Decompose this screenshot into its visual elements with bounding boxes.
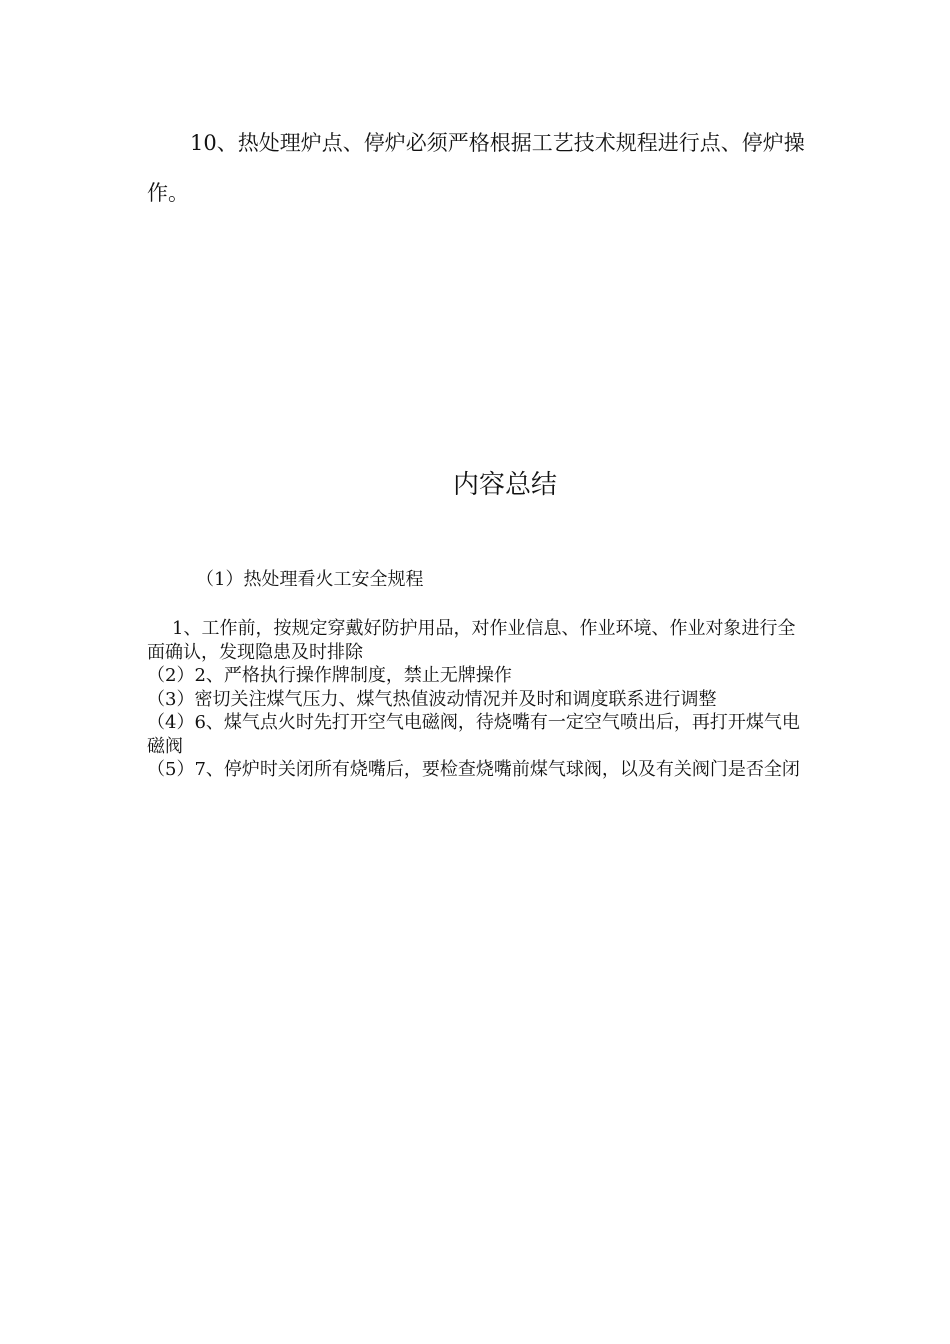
summary-item: （4）6、煤气点火时先打开空气电磁阀，待烧嘴有一定空气喷出后，再打开煤气电磁阀 [147,712,800,757]
summary-item: （2）2、严格执行操作牌制度，禁止无牌操作 [147,665,512,686]
summary-list [147,617,811,782]
summary-item: 1、工作前，按规定穿戴好防护用品，对作业信息、作业环境、作业对象进行全面确认，发现隐患及时排除 [147,618,796,663]
summary-subtitle: （1）热处理看火工安全规程 [196,569,424,590]
body-paragraph: 10、热处理炉点、停炉必须严格根据工艺技术规程进行点、停炉操作。 [147,131,805,205]
summary-item: （3）密切关注煤气压力、煤气热值波动情况并及时和调度联系进行调整 [147,688,717,710]
summary-item: （5）7、停炉时关闭所有烧嘴后，要检查烧嘴前煤气球阀，以及有关阀门是否全闭 [147,759,800,780]
summary-title: 内容总结 [452,470,557,500]
